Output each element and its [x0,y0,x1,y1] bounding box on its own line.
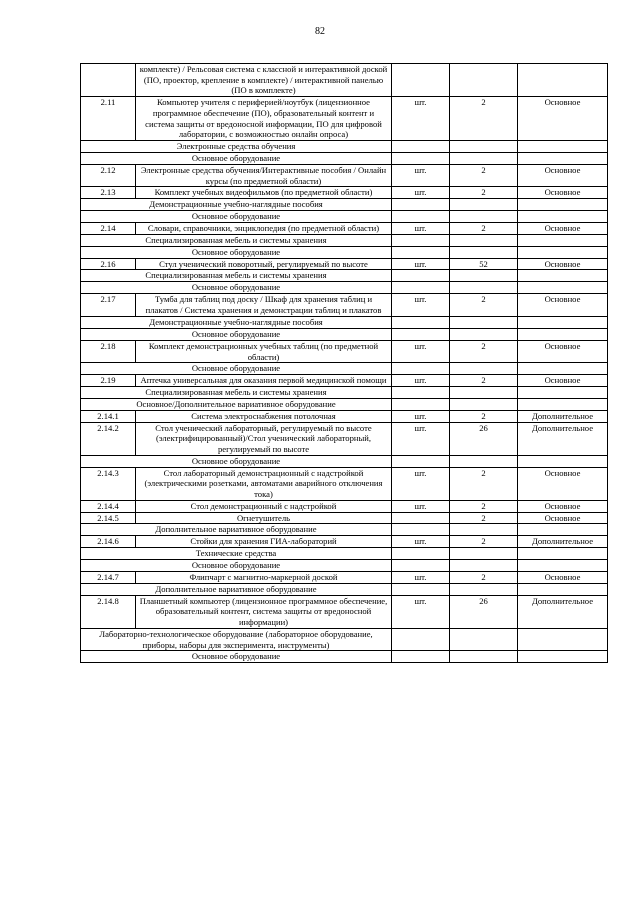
section-row [81,524,608,536]
cell-num: 2.16 [81,258,136,270]
table-row [81,375,608,387]
section-title: Демонстрационные учебно-наглядные пособия [81,199,392,211]
cell-num: 2.13 [81,187,136,199]
cell-type: Дополнительное [518,536,608,548]
table-row [81,410,608,422]
section-title: Основное оборудование [81,455,392,467]
table-row [81,500,608,512]
cell-num: 2.12 [81,164,136,186]
table-row [81,258,608,270]
cell-name: Система электроснабжения потолочная [136,410,392,422]
section-row [81,234,608,246]
empty-cell [392,547,450,559]
cell-num: 2.14 [81,223,136,235]
cell-unit: шт. [392,375,450,387]
cell-name: Стол лабораторный демонстрационный с надстройкой (электрическими розетками, автоматами аварийного отключения тока) [136,467,392,500]
cell-type: Дополнительное [518,410,608,422]
cell-num: 2.14.6 [81,536,136,548]
section-row [81,386,608,398]
section-row [81,651,608,663]
cell-unit: шт. [392,340,450,362]
cell-qty: 2 [450,223,518,235]
cell-type: Основное [518,164,608,186]
empty-cell [450,211,518,223]
cell-unit: шт. [392,595,450,628]
cell-num: 2.11 [81,97,136,141]
empty-cell [518,455,608,467]
section-row [81,328,608,340]
cell-qty: 2 [450,410,518,422]
cell-name: Компьютер учителя с периферией/ноутбук (лицензионное программное обеспечение (ПО), образовательный контент и система защиты от вредоносной информации, ПО для цифровой лаборатории, с возможностью онлайн опроса) [136,97,392,141]
empty-cell [518,199,608,211]
cell-unit: шт. [392,164,450,186]
cell-name: Стол ученический лабораторный, регулируемый по высоте (электрифицированный)/Стол ученический лабораторный, регулируемый по высоте [136,422,392,455]
empty-cell [392,628,450,650]
cell-name: Стол демонстрационный с надстройкой [136,500,392,512]
cell-num: 2.14.3 [81,467,136,500]
section-row [81,152,608,164]
table-row [81,340,608,362]
empty-cell [392,140,450,152]
cell-qty: 2 [450,571,518,583]
cell-type: Основное [518,294,608,316]
section-row [81,211,608,223]
section-title: Основное оборудование [81,328,392,340]
section-title: Основное оборудование [81,246,392,258]
empty-cell [518,282,608,294]
section-title: Основное оборудование [81,363,392,375]
cell-name: Планшетный компьютер (лицензионное программное обеспечение, образовательный контент, система защиты от вредоносной информации) [136,595,392,628]
table-row [81,595,608,628]
table-row [81,187,608,199]
empty-cell [392,583,450,595]
section-row [81,547,608,559]
empty-cell [392,152,450,164]
section-title: Дополнительное вариативное оборудование [81,583,392,595]
empty-cell [450,524,518,536]
cell-unit: шт. [392,571,450,583]
empty-cell [392,234,450,246]
empty-cell [518,386,608,398]
table-row [81,294,608,316]
cell-type: Основное [518,375,608,387]
cell-qty: 2 [450,340,518,362]
section-title: Основное оборудование [81,651,392,663]
cell-name: комплекте) / Рельсовая система с классной и интерактивной доской (ПО, проектор, крепление в комплекте) / интерактивной панелью (ПО в комплекте) [136,64,392,97]
table-row [81,223,608,235]
cell-name: Аптечка универсальная для оказания первой медицинской помощи [136,375,392,387]
section-title: Электронные средства обучения [81,140,392,152]
empty-cell [392,246,450,258]
empty-cell [392,386,450,398]
empty-cell [518,234,608,246]
section-row [81,316,608,328]
empty-cell [392,282,450,294]
section-title: Дополнительное вариативное оборудование [81,524,392,536]
cell-name: Огнетушитель [136,512,392,524]
section-row [81,583,608,595]
empty-cell [518,651,608,663]
empty-cell [518,140,608,152]
cell-qty: 26 [450,422,518,455]
empty-cell [450,282,518,294]
cell-type: Основное [518,223,608,235]
section-row [81,363,608,375]
table-row [81,571,608,583]
section-row [81,559,608,571]
table-row [81,536,608,548]
section-title: Основное/Дополнительное вариативное оборудование [81,398,392,410]
cell-type: Основное [518,467,608,500]
empty-cell [450,363,518,375]
empty-cell [392,398,450,410]
cell-type: Основное [518,187,608,199]
cell-name: Электронные средства обучения/Интерактивные пособия / Онлайн курсы (по предметной области) [136,164,392,186]
cell-unit: шт. [392,500,450,512]
cell-type: Дополнительное [518,422,608,455]
cell-num: 2.14.1 [81,410,136,422]
section-row [81,398,608,410]
table-row [81,467,608,500]
cell-unit: шт. [392,536,450,548]
cell-qty: 2 [450,164,518,186]
cell-qty: 2 [450,536,518,548]
empty-cell [518,211,608,223]
cell-num: 2.18 [81,340,136,362]
cell-unit: шт. [392,422,450,455]
cell-type [518,64,608,97]
empty-cell [450,246,518,258]
empty-cell [450,559,518,571]
section-title: Технические средства [81,547,392,559]
empty-cell [392,199,450,211]
section-title: Основное оборудование [81,152,392,164]
cell-qty: 2 [450,512,518,524]
cell-qty: 26 [450,595,518,628]
empty-cell [518,152,608,164]
cell-type: Основное [518,500,608,512]
cell-name: Словари, справочники, энциклопедия (по предметной области) [136,223,392,235]
cell-unit: шт. [392,258,450,270]
empty-cell [392,363,450,375]
cell-type: Основное [518,258,608,270]
section-title: Основное оборудование [81,282,392,294]
empty-cell [450,234,518,246]
empty-cell [518,583,608,595]
page-number: 82 [315,26,325,37]
table-row [81,97,608,141]
table-row [81,512,608,524]
cell-type: Основное [518,512,608,524]
empty-cell [392,455,450,467]
empty-cell [450,140,518,152]
cell-type: Основное [518,340,608,362]
cell-num: 2.14.8 [81,595,136,628]
empty-cell [518,270,608,282]
empty-cell [518,559,608,571]
cell-num: 2.17 [81,294,136,316]
empty-cell [450,628,518,650]
cell-unit: шт. [392,467,450,500]
cell-qty: 52 [450,258,518,270]
equipment-table [80,63,608,663]
section-row [81,628,608,650]
empty-cell [392,559,450,571]
cell-num: 2.14.2 [81,422,136,455]
section-row [81,455,608,467]
cell-qty: 2 [450,97,518,141]
cell-name: Стул ученический поворотный, регулируемый по высоте [136,258,392,270]
cell-type: Основное [518,571,608,583]
cell-name: Комплект демонстрационных учебных таблиц (по предметной области) [136,340,392,362]
cell-num: 2.14.7 [81,571,136,583]
empty-cell [518,628,608,650]
empty-cell [518,398,608,410]
cell-type: Дополнительное [518,595,608,628]
empty-cell [450,547,518,559]
empty-cell [450,316,518,328]
section-title: Основное оборудование [81,211,392,223]
section-title: Специализированная мебель и системы хранения [81,386,392,398]
empty-cell [518,246,608,258]
empty-cell [450,199,518,211]
cell-num: 2.19 [81,375,136,387]
section-row [81,282,608,294]
cell-qty: 2 [450,294,518,316]
table-row [81,64,608,97]
cell-unit: шт. [392,410,450,422]
cell-qty: 2 [450,500,518,512]
empty-cell [450,651,518,663]
section-row [81,270,608,282]
empty-cell [392,328,450,340]
empty-cell [450,386,518,398]
empty-cell [518,524,608,536]
cell-unit: шт. [392,187,450,199]
cell-qty [450,64,518,97]
cell-unit [392,64,450,97]
section-title: Лабораторно-технологическое оборудование (лабораторное оборудование, приборы, наборы для эксперимента, инструменты) [81,628,392,650]
cell-type: Основное [518,97,608,141]
empty-cell [450,398,518,410]
table-row [81,164,608,186]
empty-cell [450,583,518,595]
cell-unit [392,512,450,524]
section-row [81,199,608,211]
section-title: Специализированная мебель и системы хранения [81,234,392,246]
cell-name: Флипчарт с магнитно-маркерной доской [136,571,392,583]
cell-qty: 2 [450,375,518,387]
section-title: Специализированная мебель и системы хранения [81,270,392,282]
empty-cell [518,547,608,559]
empty-cell [518,328,608,340]
empty-cell [392,211,450,223]
cell-name: Стойки для хранения ГИА-лабораторий [136,536,392,548]
empty-cell [450,455,518,467]
empty-cell [518,363,608,375]
section-title: Основное оборудование [81,559,392,571]
section-row [81,140,608,152]
table-row [81,422,608,455]
empty-cell [450,328,518,340]
cell-unit: шт. [392,294,450,316]
empty-cell [392,651,450,663]
cell-unit: шт. [392,97,450,141]
empty-cell [450,152,518,164]
section-row [81,246,608,258]
empty-cell [392,270,450,282]
cell-name: Тумба для таблиц под доску / Шкаф для хранения таблиц и плакатов / Система хранения и демонстрации таблиц и плакатов [136,294,392,316]
cell-num [81,64,136,97]
section-title: Демонстрационные учебно-наглядные пособия [81,316,392,328]
cell-num: 2.14.4 [81,500,136,512]
cell-unit: шт. [392,223,450,235]
empty-cell [518,316,608,328]
cell-qty: 2 [450,187,518,199]
empty-cell [450,270,518,282]
cell-num: 2.14.5 [81,512,136,524]
empty-cell [392,524,450,536]
cell-name: Комплект учебных видеофильмов (по предметной области) [136,187,392,199]
cell-qty: 2 [450,467,518,500]
empty-cell [392,316,450,328]
